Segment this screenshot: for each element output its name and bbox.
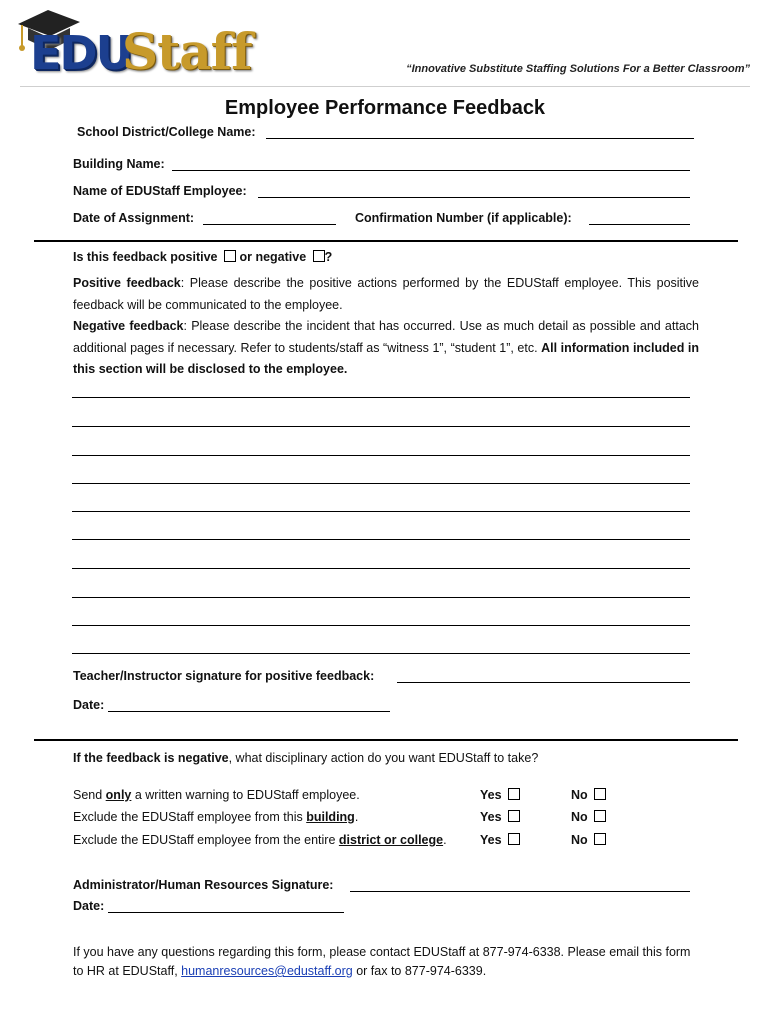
option-text: Send: [73, 788, 106, 802]
employee-label: Name of EDUStaff Employee:: [73, 184, 247, 198]
positive-text: : Please describe the positive actions performed by the EDUStaff employee. This positive feedback will be communicated to the employee.: [73, 276, 699, 312]
footer-note: [73, 943, 703, 981]
feedback-line[interactable]: [72, 625, 690, 626]
instructions: [73, 273, 699, 381]
date-of-assignment-field[interactable]: [203, 212, 336, 225]
feedback-line[interactable]: [72, 653, 690, 654]
yes-option: [480, 833, 520, 847]
no-option: [571, 833, 606, 847]
option-text: .: [354, 810, 359, 824]
no-label: No: [571, 788, 588, 802]
edustaff-logo: [14, 6, 254, 82]
option-exclude-building: [73, 810, 358, 824]
option-emphasis: district or college: [338, 833, 444, 847]
no-label: No: [571, 833, 588, 847]
logo-staff-text: Staff: [122, 22, 252, 81]
admin-date-label: Date:: [73, 899, 105, 913]
section-divider: [34, 739, 738, 741]
school-field[interactable]: [266, 126, 694, 139]
option-text: .: [443, 833, 447, 847]
date-of-assignment-label: Date of Assignment:: [73, 211, 195, 225]
feedback-question: [73, 250, 332, 264]
feedback-line[interactable]: [72, 597, 690, 598]
footer-text: If you have any questions regarding this form, please contact EDUStaff at 877-974-6338. Please email this form to HR at EDUStaff,: [73, 945, 691, 978]
header-divider: [20, 86, 750, 87]
discipline-question: [73, 751, 538, 765]
feedback-line[interactable]: [72, 568, 690, 569]
yes-checkbox[interactable]: [508, 833, 520, 845]
admin-signature-label: Administrator/Human Resources Signature:: [73, 878, 334, 892]
yes-checkbox[interactable]: [508, 810, 520, 822]
admin-date-field[interactable]: [108, 900, 344, 913]
negative-instructions: [73, 316, 699, 381]
negative-disclosure: All information included in this section will be disclosed to the employee.: [73, 340, 699, 376]
hr-email-link[interactable]: humanresources@edustaff.org: [181, 964, 353, 978]
no-label: No: [571, 810, 588, 824]
no-option: [571, 788, 606, 802]
option-text: a written warning to EDUStaff employee.: [131, 788, 360, 802]
feedback-line[interactable]: [72, 397, 690, 398]
teacher-date-label: Date:: [73, 698, 105, 712]
confirmation-field[interactable]: [589, 212, 690, 225]
confirmation-label: Confirmation Number (if applicable):: [355, 211, 572, 225]
school-label: School District/College Name:: [77, 125, 256, 139]
yes-option: [480, 788, 520, 802]
footer-text: or fax to 877-974-6339.: [352, 964, 487, 978]
option-warning: [73, 788, 360, 802]
option-exclude-district: [73, 833, 447, 847]
no-checkbox[interactable]: [594, 833, 606, 845]
negative-label: Negative feedback: [73, 319, 184, 333]
employee-field[interactable]: [258, 185, 690, 198]
yes-label: Yes: [480, 810, 502, 824]
option-text: Exclude the EDUStaff employee from the entire: [73, 833, 339, 847]
teacher-date-field[interactable]: [108, 699, 390, 712]
no-checkbox[interactable]: [594, 788, 606, 800]
building-label: Building Name:: [73, 157, 165, 171]
no-option: [571, 810, 606, 824]
feedback-line[interactable]: [72, 455, 690, 456]
no-checkbox[interactable]: [594, 810, 606, 822]
discipline-intro-rest: , what disciplinary action do you want EDUStaff to take?: [228, 751, 539, 765]
yes-checkbox[interactable]: [508, 788, 520, 800]
page-title: Employee Performance Feedback: [224, 97, 546, 119]
yes-label: Yes: [480, 788, 502, 802]
negative-checkbox[interactable]: [313, 250, 325, 262]
tagline: “Innovative Substitute Staffing Solutions For a Better Classroom”: [406, 63, 750, 75]
discipline-intro-bold: If the feedback is negative: [73, 751, 229, 765]
positive-checkbox[interactable]: [224, 250, 236, 262]
logo-edu-text: EDU: [30, 26, 131, 80]
option-emphasis: building: [306, 810, 355, 824]
feedback-line[interactable]: [72, 511, 690, 512]
feedback-line[interactable]: [72, 539, 690, 540]
question-end: ?: [324, 250, 333, 264]
teacher-signature-label: Teacher/Instructor signature for positive feedback:: [73, 669, 375, 683]
admin-signature-field[interactable]: [350, 879, 690, 892]
positive-label: Positive feedback: [73, 276, 181, 290]
yes-option: [480, 810, 520, 824]
positive-instructions: [73, 273, 699, 316]
option-emphasis: only: [105, 788, 132, 802]
yes-label: Yes: [480, 833, 502, 847]
question-start: Is this feedback positive: [73, 250, 218, 264]
negative-text: : Please describe the incident that has occurred. Use as much detail as possible and attach additional pages if necessary. Refer to students/staff as “witness 1”, “student 1”, etc.: [73, 319, 699, 355]
option-text: Exclude the EDUStaff employee from this: [73, 810, 307, 824]
feedback-line[interactable]: [72, 483, 690, 484]
building-field[interactable]: [172, 158, 690, 171]
feedback-line[interactable]: [72, 426, 690, 427]
section-divider: [34, 240, 738, 242]
question-mid: or negative: [239, 250, 307, 264]
teacher-signature-field[interactable]: [397, 670, 690, 683]
